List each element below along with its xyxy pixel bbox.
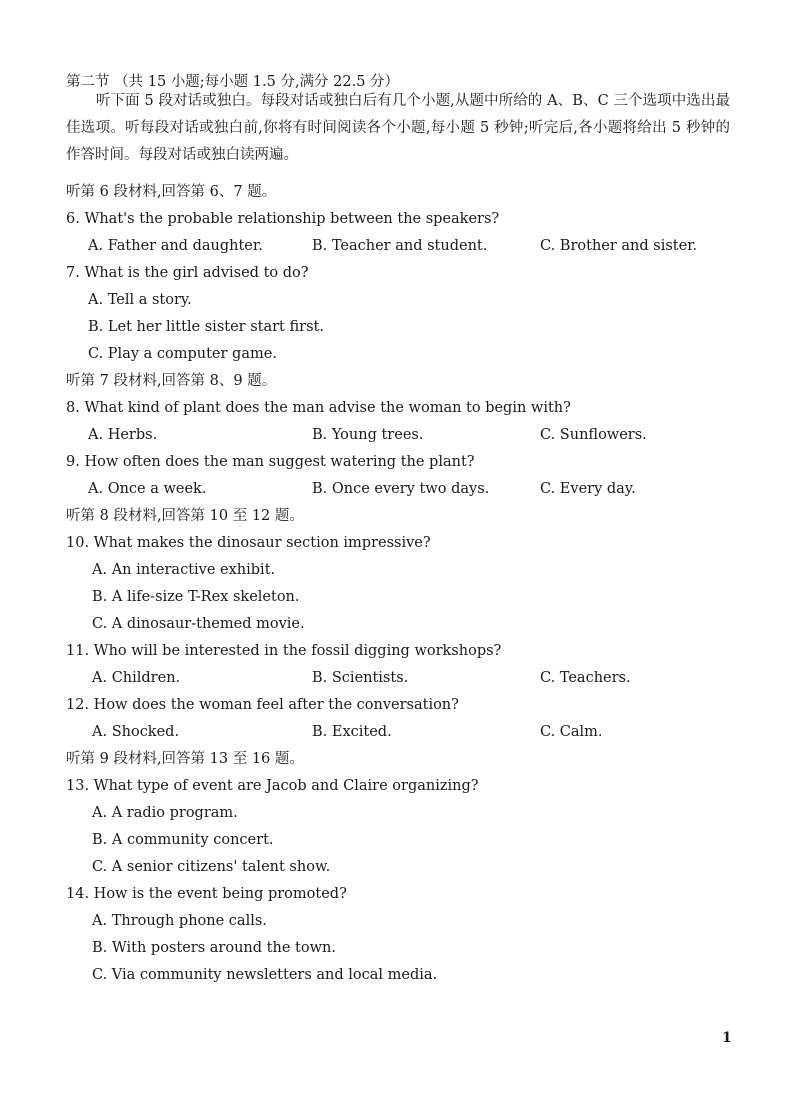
group-label-9: 听第 9 段材料,回答第 13 至 16 题。 bbox=[66, 751, 304, 767]
question-13: 13. What type of event are Jacob and Claire organizing? bbox=[66, 778, 479, 794]
option-12b: B. Excited. bbox=[312, 724, 392, 740]
option-14a: A. Through phone calls. bbox=[92, 913, 267, 929]
instructions-paragraph: 听下面 5 段对话或独白。每段对话或独白后有几个小题,从题中所给的 A、B、C 三个选项中选出最佳选项。听每段对话或独白前,你将有时间阅读各个小题,每小题 5 秒钟;听完后,各小题将给出 5 秒钟的作答时间。每段对话或独白读两遍。 bbox=[66, 93, 730, 163]
option-13c: C. A senior citizens' talent show. bbox=[92, 859, 331, 875]
option-8c: C. Sunflowers. bbox=[540, 427, 647, 443]
question-12: 12. How does the woman feel after the conversation? bbox=[66, 697, 459, 713]
question-8: 8. What kind of plant does the man advise the woman to begin with? bbox=[66, 400, 571, 416]
group-label-6: 听第 6 段材料,回答第 6、7 题。 bbox=[66, 184, 277, 200]
option-12c: C. Calm. bbox=[540, 724, 603, 740]
question-7: 7. What is the girl advised to do? bbox=[66, 265, 309, 281]
question-10: 10. What makes the dinosaur section impressive? bbox=[66, 535, 431, 551]
option-9b: B. Once every two days. bbox=[312, 481, 490, 497]
option-11a: A. Children. bbox=[92, 670, 181, 686]
option-12a: A. Shocked. bbox=[92, 724, 180, 740]
option-10c: C. A dinosaur-themed movie. bbox=[92, 616, 305, 632]
option-11c: C. Teachers. bbox=[540, 670, 631, 686]
option-10b: B. A life-size T-Rex skeleton. bbox=[92, 589, 300, 605]
option-6a: A. Father and daughter. bbox=[88, 238, 263, 254]
section-heading: 第二节 （共 15 小题;每小题 1.5 分,满分 22.5 分） bbox=[66, 74, 400, 90]
option-6b: B. Teacher and student. bbox=[312, 238, 488, 254]
option-13b: B. A community concert. bbox=[92, 832, 274, 848]
option-6c: C. Brother and sister. bbox=[540, 238, 698, 254]
page-number: 1 bbox=[722, 1030, 732, 1046]
option-9a: A. Once a week. bbox=[88, 481, 207, 497]
option-8b: B. Young trees. bbox=[312, 427, 424, 443]
question-11: 11. Who will be interested in the fossil digging workshops? bbox=[66, 643, 502, 659]
option-10a: A. An interactive exhibit. bbox=[92, 562, 276, 578]
option-7c: C. Play a computer game. bbox=[88, 346, 277, 362]
option-7a: A. Tell a story. bbox=[88, 292, 192, 308]
option-14b: B. With posters around the town. bbox=[92, 940, 336, 956]
question-6: 6. What's the probable relationship between the speakers? bbox=[66, 211, 500, 227]
group-label-8: 听第 8 段材料,回答第 10 至 12 题。 bbox=[66, 508, 304, 524]
option-11b: B. Scientists. bbox=[312, 670, 409, 686]
option-8a: A. Herbs. bbox=[88, 427, 158, 443]
option-7b: B. Let her little sister start first. bbox=[88, 319, 324, 335]
option-14c: C. Via community newsletters and local media. bbox=[92, 967, 438, 983]
option-9c: C. Every day. bbox=[540, 481, 636, 497]
question-9: 9. How often does the man suggest watering the plant? bbox=[66, 454, 475, 470]
option-13a: A. A radio program. bbox=[92, 805, 238, 821]
question-14: 14. How is the event being promoted? bbox=[66, 886, 347, 902]
group-label-7: 听第 7 段材料,回答第 8、9 题。 bbox=[66, 373, 277, 389]
